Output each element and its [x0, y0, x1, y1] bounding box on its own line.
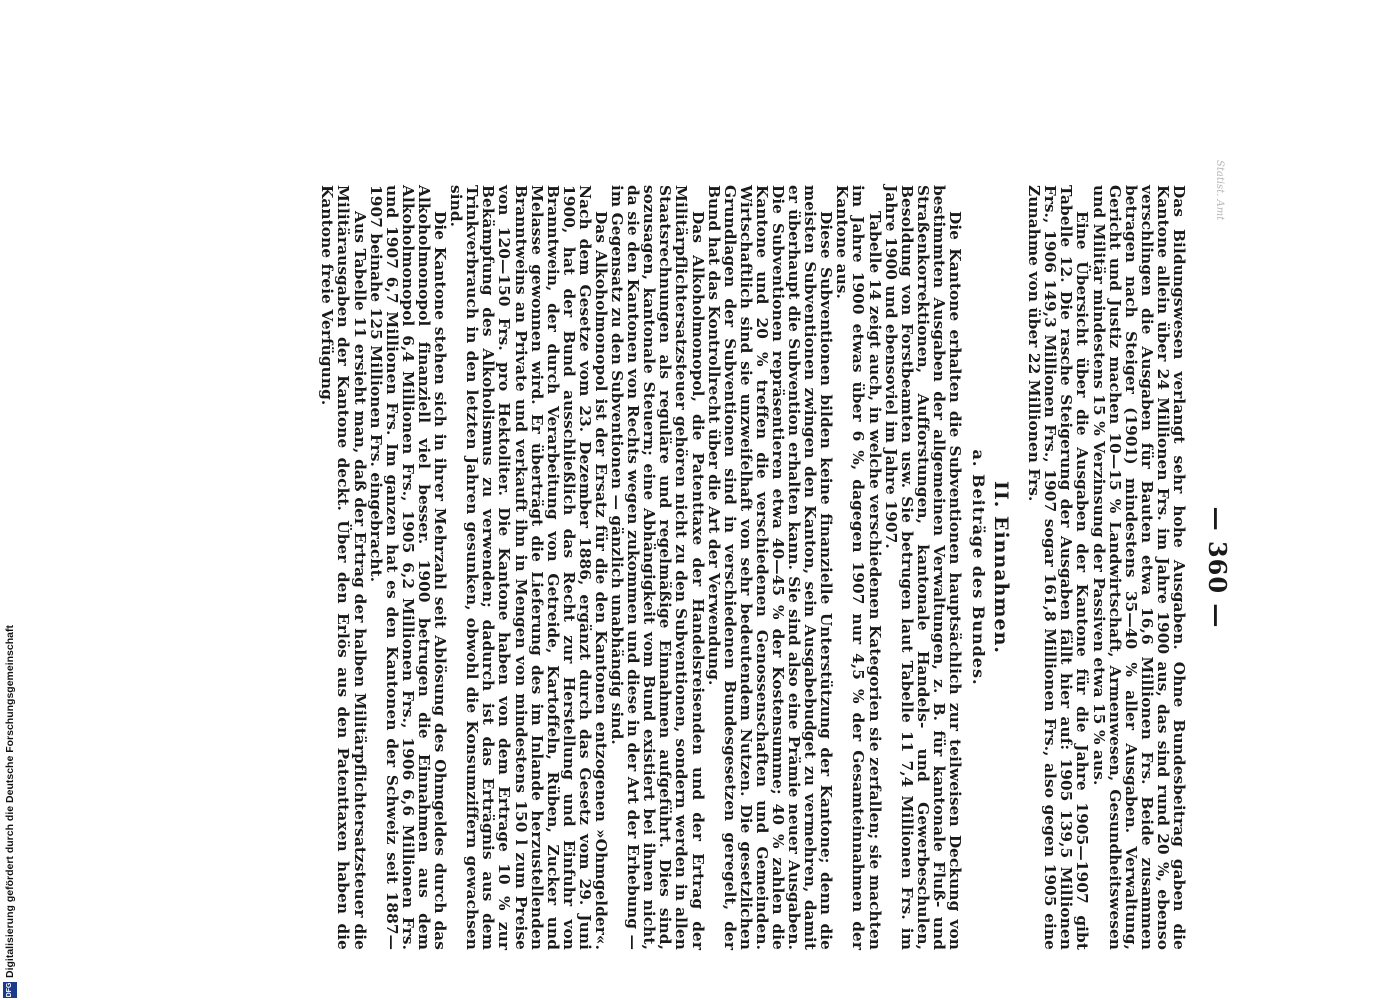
paragraph: Aus Tabelle 11 ersieht man, daß der Ertrag der halben Militärpflichtersatzsteuer die Militärausgaben der Kantone deckt. Über den Erlös aus den Patenttaxen haben die Kantone freie Verfügung.	[318, 185, 369, 950]
sub-section-title: a. Beiträge des Bundes.	[969, 449, 989, 686]
paragraph: Diese Subventionen bilden keine finanzielle Unterstützung der Kantone; denn die meisten Subventionen zwingen den Kanton, sein Ausgabebudget zu vermehren, damit er überhaupt die Subvention erhalten kann. Sie sind also eine Prämie neuer Ausgaben. Die Subventionen repräsentieren etwa 40—45 % der Kostensumme; 40 % zahlen die Kantone und 20 % treffen die verschiedenen Genossenschaften und Gemeinden. Wirtschaftlich sind sie unzweifelhaft von sehr bedeutendem Nutzen. Die gesetzlichen Grundlagen der Subventionen sind in verschiedenen Bundesgesetzen geregelt, der Bund hat das Kontrollrecht über die Art der Verwendung.	[704, 185, 836, 950]
paragraph: Eine Übersicht über die Ausgaben der Kantone für die Jahre 1905—1907 gibt Tabelle 12. Die rasche Steigerung der Ausgaben fällt hier auf: 1905 139,5 Millionen Frs., 1906 149,3 Millionen Frs., 1907 sogar 161,8 Millionen Frs., also gegen 1905 eine Zunahme von über 22 Millionen Frs.	[1025, 185, 1092, 950]
page-body	[319, 185, 1237, 950]
paragraph: Das Alkoholmonopol, die Patenttaxe der Handelsreisenden und der Ertrag der Militärpflichtersatzsteuer gehören nicht zu den Subventionen, sondern werden in allen Staatsrechnungen als reguläre und regelmäßige Einnahmen aufgeführt. Dies sind, sozusagen, kantonale Steuern; eine Abhängigkeit vom Bund existiert bei ihnen nicht, da sie den Kantonen von Rechts wegen zukommen und diese in der Art der Erhebung — im Gegensatz zu den Subventionen — gänzlich unabhängig sind.	[608, 185, 707, 950]
digitization-credit	[0, 0, 20, 1000]
paragraph: Das Bildungswesen verlangt sehr hohe Ausgaben. Ohne Bundesbeitrag gaben die Kantone allein über 24 Millionen Frs. im Jahre 1900 aus, das sind rund 20 %, ebenso verschlingen die Ausgaben für Bauten etwa 16,6 Millionen Frs. Beide zusammen betragen nach Steiger (1901) mindestens 35—40 % aller Ausgaben. Verwaltung, Gericht und Justiz machen 10—15 % Landwirtschaft, Armenwesen, Gesundheitswesen und Militär mindestens 15 % Verzinsung der Passiven etwa 15 % aus.	[1089, 185, 1188, 950]
paragraph: Tabelle 14 zeigt auch, in welche verschiedenen Kategorien sie zerfallen; sie machten im Jahre 1900 etwas über 6 %, dagegen 1907 nur 4,5 % der Gesamteinnahmen der Kantone aus.	[833, 185, 884, 950]
section-title: II. Einnahmen.	[990, 480, 1013, 655]
page-number: — 360 —	[1203, 506, 1232, 629]
paragraph: Die Kantone erhalten die Subventionen hauptsächlich zur teilweisen Deckung von bestimmten Ausgaben der allgemeinen Verwaltungen, z. B. für kantonale Fluß- und Straßenkorrektionen, Aufforstungen, kantonale Handels- und Gewerbeschulen, Besoldung von Forstbeamten usw. Sie betrugen laut Tabelle 11 7,4 Millionen Frs. im Jahre 1900 und ebensoviel im Jahre 1907.	[881, 185, 965, 950]
library-stamp: Statist. Amt	[1214, 160, 1225, 221]
paragraph: Das Alkoholmonopol ist der Ersatz für die den Kantonen entzogenen »Ohmgelder«. Nach dem Gesetze vom 23. Dezember 1886, ergänzt durch das Gesetz vom 29. Juni 1900, hat der Bund ausschließlich das Recht zur Herstellung und Einfuhr von Branntwein, der durch Verarbeitung von Getreide, Kartoffeln, Rüben, Zucker und Melasse gewonnen wird. Er überträgt die Lieferung des im Inlande herzustellenden Branntweins an Private und verkauft ihn in Mengen von mindestens 150 l zum Preise von 120—150 Frs. pro Hektoliter. Die Kantone haben von dem Ertrage 10 % zur Bekämpfung des Alkoholismus zu verwenden; dadurch ist das Erträgnis aus dem Trinkverbrauch in den letzten Jahren gesunken, obwohl die Konsumziffern gewachsen sind.	[447, 185, 610, 950]
scanned-page	[142, 0, 1237, 1000]
credit-text: Digitalisierung gefördert durch die Deutsche Forschungsgemeinschaft	[4, 625, 16, 978]
paragraph: Die Kantone stehen sich in ihrer Mehrzahl seit Ablösung des Ohmgeldes durch das Alkoholmonopol finanziell viel besser. 1900 betrugen die Einnahmen aus dem Alkoholmonopol 6,4 Millionen Frs., 1905 6,2 Millionen Frs., 1906 6,6 Millionen Frs. und 1907 6,7 Millionen Frs. Im ganzen hat es den Kantonen der Schweiz seit 1887—1907 beinahe 125 Millionen Frs. eingebracht.	[366, 185, 450, 950]
dfg-logo-icon: DFG	[3, 982, 17, 998]
